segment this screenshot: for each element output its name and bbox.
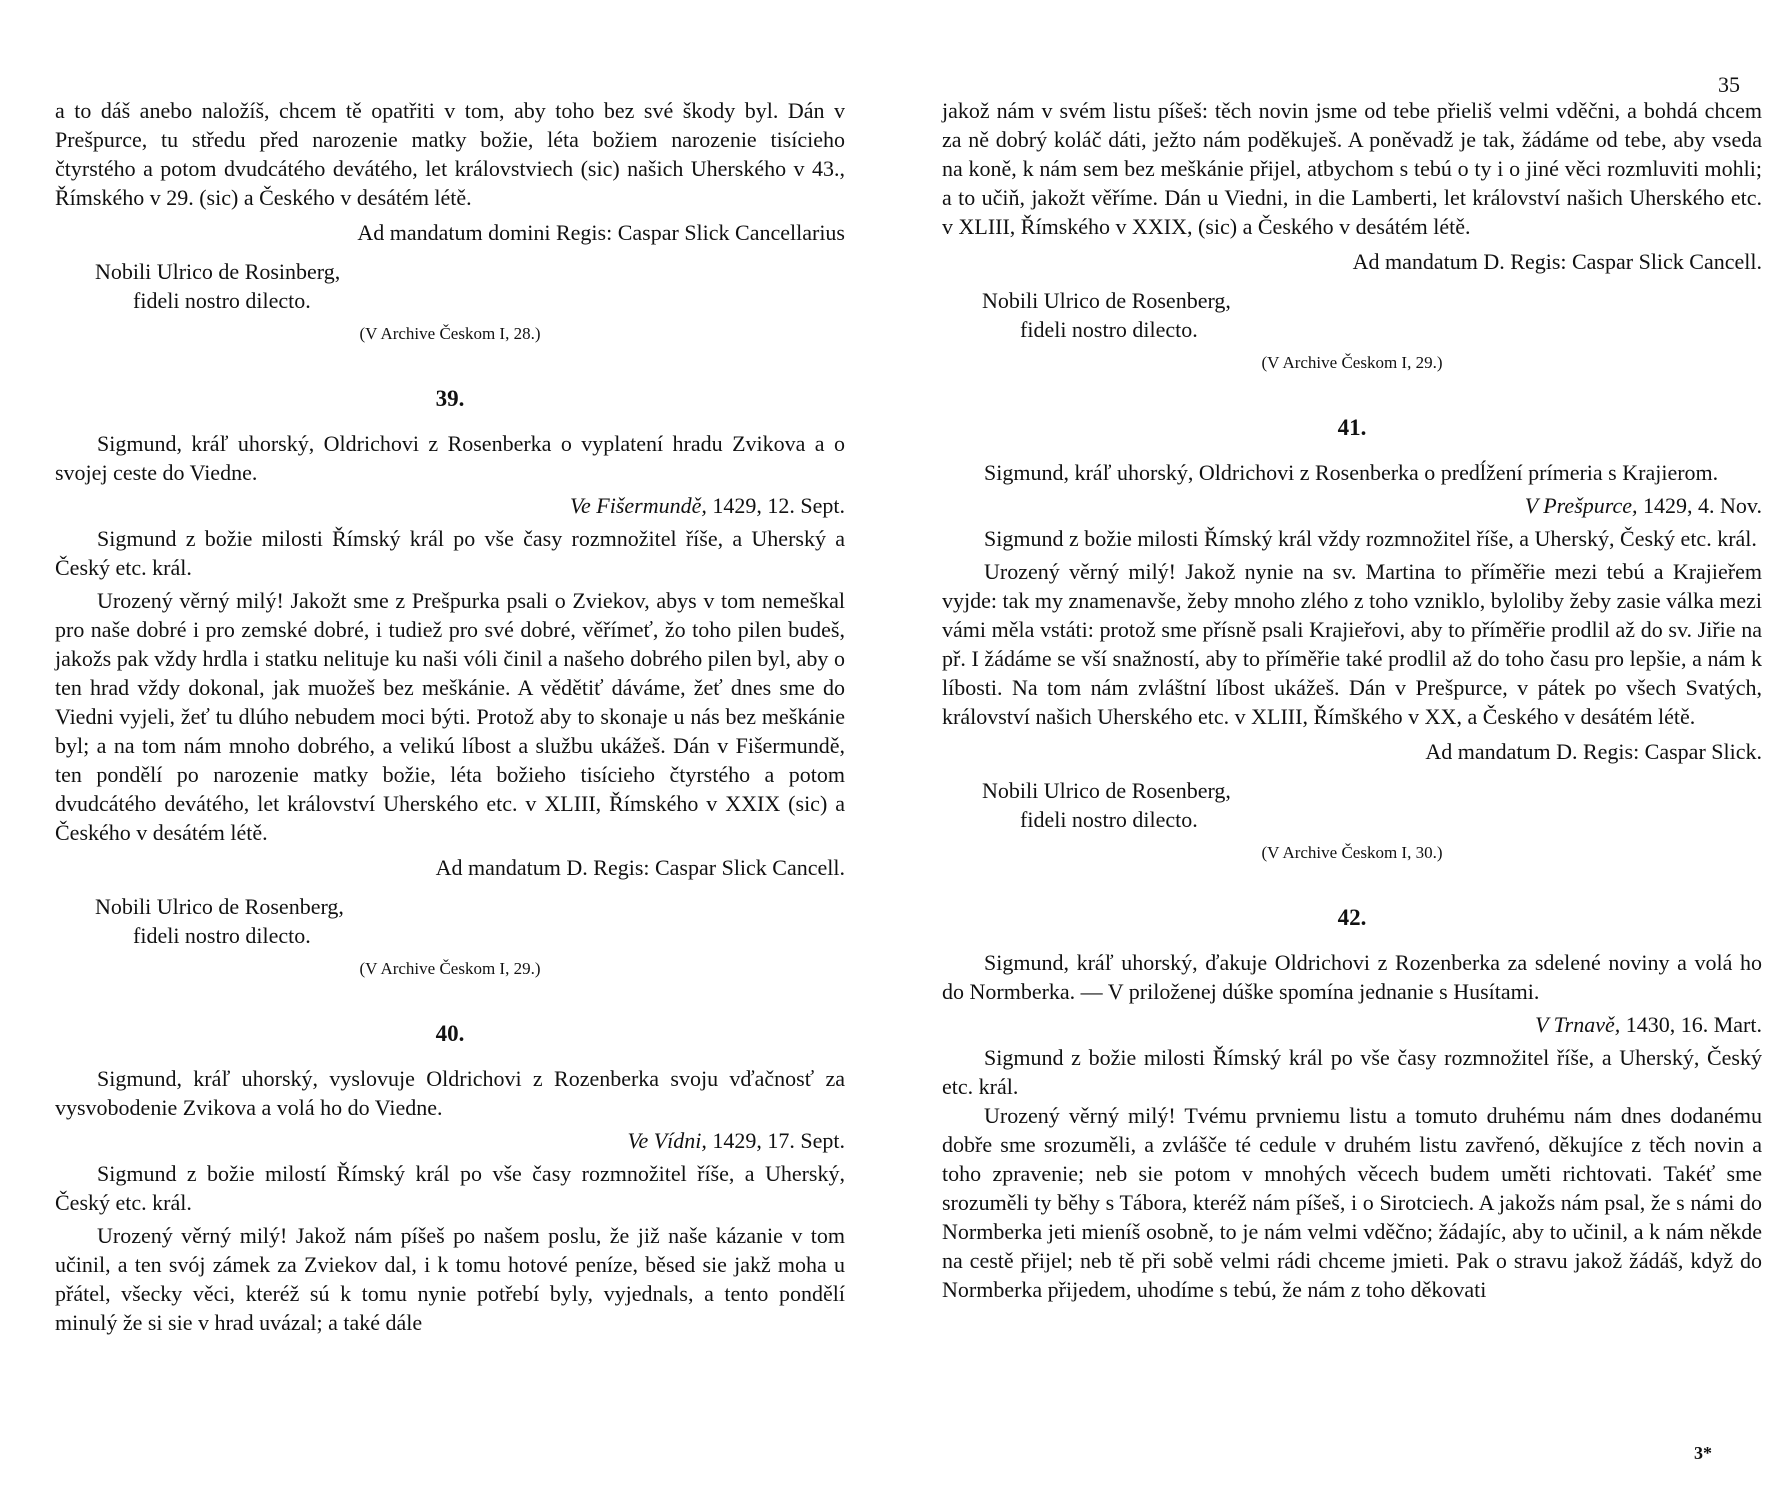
addressee-line: Nobili Ulrico de Rosenberg, (982, 778, 1231, 803)
doc-42-place: V Trnavě, (1535, 1012, 1621, 1037)
addressee-line: Nobili Ulrico de Rosinberg, (95, 259, 341, 284)
doc-40-salutation: Sigmund z božie milostí Římský král po vše časy rozmnožitel říše, a Uherský, Český etc. král. (55, 1161, 845, 1215)
doc-40-summary: Sigmund, kráľ uhorský, vyslovuje Oldrichovi z Rozenberka svoju vďačnosť za vysvobodenie Zvikova a volá ho do Viedne. (55, 1066, 845, 1120)
doc-41-summary: Sigmund, kráľ uhorský, Oldrichovi z Rosenberka o predĺžení prímeria s Krajierom. (984, 460, 1719, 485)
doc-39-salutation: Sigmund z božie milosti Římský král po vše časy rozmnožitel říše, a Uherský a Český etc. král. (55, 526, 845, 580)
doc-42-date: 1430, 16. Mart. (1625, 1012, 1762, 1037)
left-page-text-column (55, 96, 845, 1337)
doc-39-addressee (55, 892, 845, 950)
addressee-line: fideli nostro dilecto. (1020, 317, 1198, 342)
left-intro-addressee (55, 257, 845, 315)
doc-40-number: 40. (435, 1021, 465, 1046)
doc-39-mandate: Ad mandatum D. Regis: Caspar Slick Cancell. (435, 855, 845, 880)
doc-42-summary: Sigmund, kráľ uhorský, ďakuje Oldrichovi z Rozenberka za sdelené noviny a volá ho do Normberka. — V priloženej dúške spomína jednanie s Husítami. (942, 950, 1762, 1004)
doc-41-salutation: Sigmund z božie milosti Římský král vždy rozmnožitel říše, a Uherský, Český etc. král. (984, 526, 1757, 551)
doc-39-date: 1429, 12. Sept. (712, 493, 845, 518)
signature-mark: 3* (1694, 1443, 1712, 1463)
left-intro-paragraph: a to dáš anebo naložíš, chcem tě opatřiti v tom, aby toho bez své škody byl. Dán v Prešpurce, tu středu před narozenie matky božie, léta božiem narozenie tisícieho čtyrstého a potom dvudcátého devátého, let královstviech (sic) našich Uherského v 43., Římského v 29. (sic) a Českého v desátém létě. (55, 98, 845, 210)
left-intro-mandate: Ad mandatum domini Regis: Caspar Slick Cancellarius (357, 220, 845, 245)
addressee-line: fideli nostro dilecto. (133, 288, 311, 313)
doc-39-source: (V Archive Českom I, 29.) (359, 959, 541, 978)
doc-42-salutation: Sigmund z božie milosti Římský král po vše časy rozmnožitel říše, a Uherský, Český etc. král. (942, 1045, 1762, 1099)
doc-41-mandate: Ad mandatum D. Regis: Caspar Slick. (1425, 739, 1762, 764)
right-intro-paragraph: jakož nám v svém listu píšeš: těch novin jsme od tebe přieliš velmi vděčni, a bohdá chcem za ně dobrý koláč dáti, ježto nám poděkuješ. A poněvadž je tak, žádáme od tebe, aby vseda na koně, k nám sem bez meškánie přijel, atbychom s tebú o ty i o jiné věci rozmluviti mohli; a to učiň, jakožt věříme. Dán u Viedni, in die Lamberti, let království našich Uherského etc. v XLIII, Římského v XXIX, (sic) a Českého v desátém létě. (942, 98, 1762, 239)
right-page-text-column (942, 96, 1762, 1304)
doc-40-place-date (55, 1126, 845, 1155)
left-page (0, 0, 880, 1500)
right-page (922, 0, 1786, 1500)
doc-41-place: V Prešpurce, (1524, 493, 1638, 518)
doc-39-body: Urozený věrný milý! Jakožt sme z Prešpurka psali o Zviekov, abys v tom nemeškal pro naše dobré i pro zemské dobré, i tudiež pro své dobré, věřímeť, žo toho pilen budeš, jakožs pak vždy hrdla i statku nelituje ku naši vóli činil a našeho dobrého pilen byl, aby o ten hrad vždy dokonal, jak muožeš bez meškánie. A vědětiť dáváme, žeť dnes sme do Viedni vyjeli, žeť tu dlúho nebudem moci býti. Protož aby to skonaje u nás bez meškánie byl; a na tom nám mnoho dobrého, a velikú líbost a službu ukážeš. Dán v Fišermundě, ten pondělí po narozenie matky božie, léta božieho tisícieho čtyrstého a potom dvudcátého devátého, let království Uherského etc. v XLIII, Římského v XXIX (sic) a Českého v desátém létě. (55, 588, 845, 845)
addressee-line: Nobili Ulrico de Rosenberg, (982, 288, 1231, 313)
doc-39-place-date (55, 491, 845, 520)
doc-42-number: 42. (1337, 905, 1367, 930)
doc-41-source: (V Archive Českom I, 30.) (1261, 843, 1443, 862)
doc-40-date: 1429, 17. Sept. (712, 1128, 845, 1153)
doc-40-body: Urozený věrný milý! Jakož nám píšeš po našem poslu, že již naše kázanie v tom učinil, a ten svój zámek za Zviekov dal, i k tomu hotové peníze, běsed sie jakž moha u přátel, všecky věci, kteréž sú k tomu nynie potřebí byly, vyjednals, a tento pondělí minulý že si sie v hrad uvázal; a také dále (55, 1223, 845, 1335)
doc-39-summary: Sigmund, kráľ uhorský, Oldrichovi z Rosenberka o vyplatení hradu Zvikova a o svojej ceste do Viedne. (55, 431, 845, 485)
doc-41-place-date (942, 491, 1762, 520)
doc-42-body: Urozený věrný milý! Tvému prvniemu listu a tomuto druhému nám dnes dodanému dobře sme srozuměli, a zvlášče té cedule v druhém listu zavřenó, děkujíce z těch novin a toho zpravenie; neb sie potom v mnohých věcech budem uměti richtovati. Takéť sme srozuměli ty běhy s Tábora, kteréž nám píšeš, i o Sirotciech. A jakožs nám psal, že s námi do Normberka jeti mieníš osobně, to je nám velmi vděčno; žádajíc, aby to učinil, a k nám někde na cestě přijel; neb tě při sobě velmi rádi chceme jmieti. Pak o stravu jakož žádáš, když do Normberka přijedem, uhodíme s tebú, že nám z toho děkovati (942, 1103, 1762, 1302)
doc-41-body: Urozený věrný milý! Jakož nynie na sv. Martina to příměřie mezi tebú a Krajieřem vyjde: tak my znamenavše, žeby mnoho zlého z toho vzniklo, byloliby žeby zasie válka mezi vámi měla vstáti: protož sme přísně psali Krajieřovi, aby to příměřie prodlil až do sv. Jiřie na př. I žádáme se vší snažností, aby to příměřie také prodlil až do toho času pro lepšie, a nám k líbosti. Na tom nám zvláštní líbost ukážeš. Dán v Prešpurce, v pátek po všech Svatých, království našich Uherského etc. v XLIII, Římškého v XX, a Českého v desátém létě. (942, 559, 1762, 729)
page-number: 35 (1718, 72, 1740, 97)
doc-41-addressee (942, 776, 1762, 834)
right-intro-addressee (942, 286, 1762, 344)
addressee-line: Nobili Ulrico de Rosenberg, (95, 894, 344, 919)
right-intro-source: (V Archive Českom I, 29.) (1261, 353, 1443, 372)
doc-41-date: 1429, 4. Nov. (1643, 493, 1762, 518)
right-intro-mandate: Ad mandatum D. Regis: Caspar Slick Cancell. (1352, 249, 1762, 274)
doc-40-place: Ve Vídni, (627, 1128, 707, 1153)
doc-41-number: 41. (1337, 415, 1367, 440)
addressee-line: fideli nostro dilecto. (1020, 807, 1198, 832)
doc-42-place-date (942, 1010, 1762, 1039)
doc-39-number: 39. (435, 386, 465, 411)
doc-39-place: Ve Fišermundě, (570, 493, 707, 518)
addressee-line: fideli nostro dilecto. (133, 923, 311, 948)
left-intro-source: (V Archive Českom I, 28.) (359, 324, 541, 343)
